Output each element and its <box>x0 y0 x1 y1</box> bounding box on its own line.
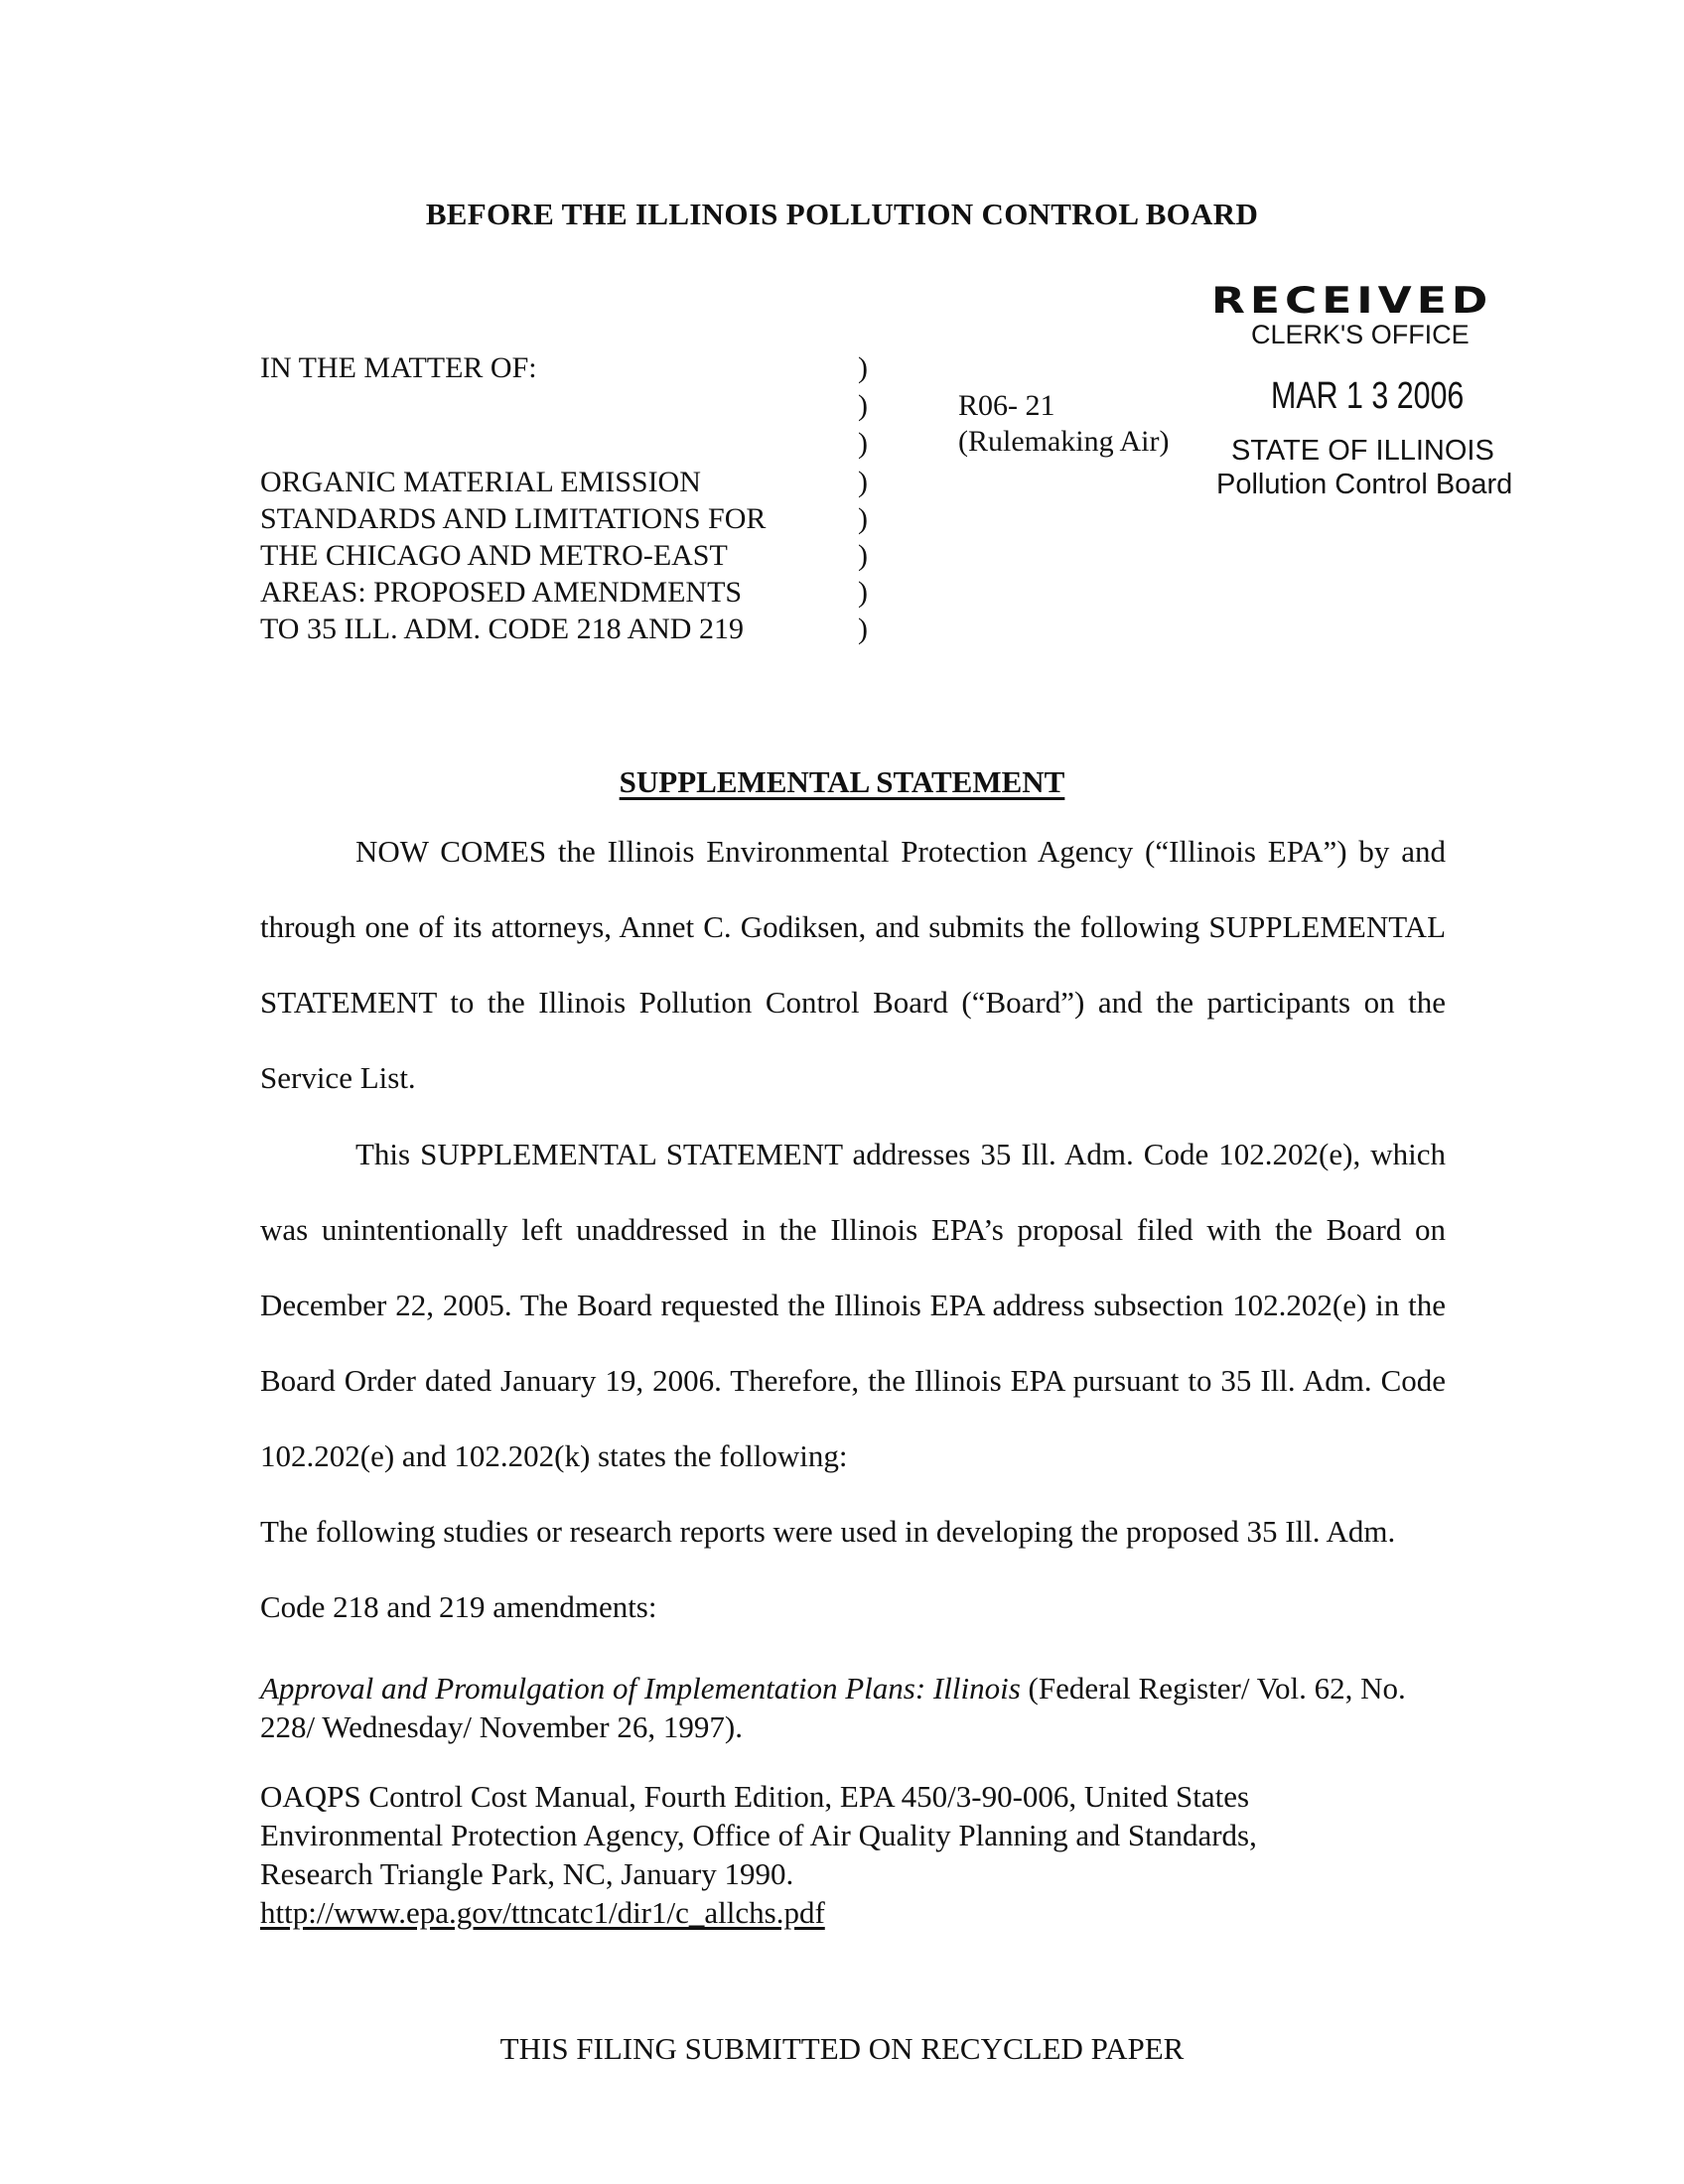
caption-paren: ) <box>858 539 868 572</box>
reference-line: OAQPS Control Cost Manual, Fourth Edition, EPA 450/3-90-006, United States <box>260 1779 1250 1814</box>
caption-line: TO 35 ILL. ADM. CODE 218 AND 219 <box>260 613 744 645</box>
stamp-state-text: STATE OF ILLINOIS <box>1231 435 1494 467</box>
body-paragraph: The following studies or research reports were used in developing the proposed 35 Ill. Adm. Code 218 and 219 amendments: <box>260 1514 1396 1624</box>
docket-number: R06- 21 <box>958 389 1055 422</box>
reference-link[interactable]: http://www.epa.gov/ttncatc1/dir1/c_allchs.pdf <box>260 1895 825 1930</box>
reference-title: Approval and Promulgation of Implementation Plans: Illinois <box>260 1671 1021 1706</box>
footer-note: THIS FILING SUBMITTED ON RECYCLED PAPER <box>499 2031 1185 2066</box>
stamp-received-text: RECEIVED <box>1211 280 1493 322</box>
stamp-date: MAR 1 3 2006 <box>1271 375 1465 417</box>
reference-details: (Federal Register/ Vol. 62, No. 228/ Wednesday/ November 26, 1997). <box>260 1671 1406 1744</box>
caption-paren: ) <box>858 351 868 384</box>
docket-type: (Rulemaking Air) <box>958 425 1170 458</box>
stamp-office-text: CLERK'S OFFICE <box>1251 320 1470 349</box>
caption-paren: ) <box>858 389 868 422</box>
body-paragraph: NOW COMES the Illinois Environmental Protection Agency (“Illinois EPA”) by and through one of its attorneys, Annet C. Godiksen, and submits the following SUPPLEMENTAL STATEMENT to the Illinois Pollution Control Board (“Board”) and the participants on the Service List. <box>260 834 1446 1095</box>
section-title <box>0 764 1684 800</box>
reference-entry <box>260 1669 1452 1746</box>
stamp-board-text: Pollution Control Board <box>1216 469 1513 500</box>
reference-entry <box>260 1777 1452 1932</box>
caption-paren: ) <box>858 613 868 645</box>
document-heading: BEFORE THE ILLINOIS POLLUTION CONTROL BOARD <box>425 197 1259 231</box>
body-paragraph: This SUPPLEMENTAL STATEMENT addresses 35 Ill. Adm. Code 102.202(e), which was unintentionally left unaddressed in the Illinois EPA’s proposal filed with the Board on December 22, 2005. The Board requested the Illinois EPA address subsection 102.202(e) in the Board Order dated January 19, 2006. Therefore, the Illinois EPA pursuant to 35 Ill. Adm. Code 102.202(e) and 102.202(k) states the following: <box>260 1137 1446 1473</box>
reference-line: Environmental Protection Agency, Office of Air Quality Planning and Standards, <box>260 1818 1257 1852</box>
caption-line: AREAS: PROPOSED AMENDMENTS <box>260 576 743 609</box>
matter-label: IN THE MATTER OF: <box>260 351 537 384</box>
caption-line: STANDARDS AND LIMITATIONS FOR <box>260 502 767 535</box>
reference-line: Research Triangle Park, NC, January 1990. <box>260 1856 794 1891</box>
caption-paren: ) <box>858 576 868 609</box>
caption-paren: ) <box>858 502 868 535</box>
caption-line: ORGANIC MATERIAL EMISSION <box>260 466 701 498</box>
caption-paren: ) <box>858 466 868 498</box>
caption-line: THE CHICAGO AND METRO-EAST <box>260 539 728 572</box>
section-title-text: SUPPLEMENTAL STATEMENT <box>619 764 1065 799</box>
caption-paren: ) <box>858 427 868 460</box>
